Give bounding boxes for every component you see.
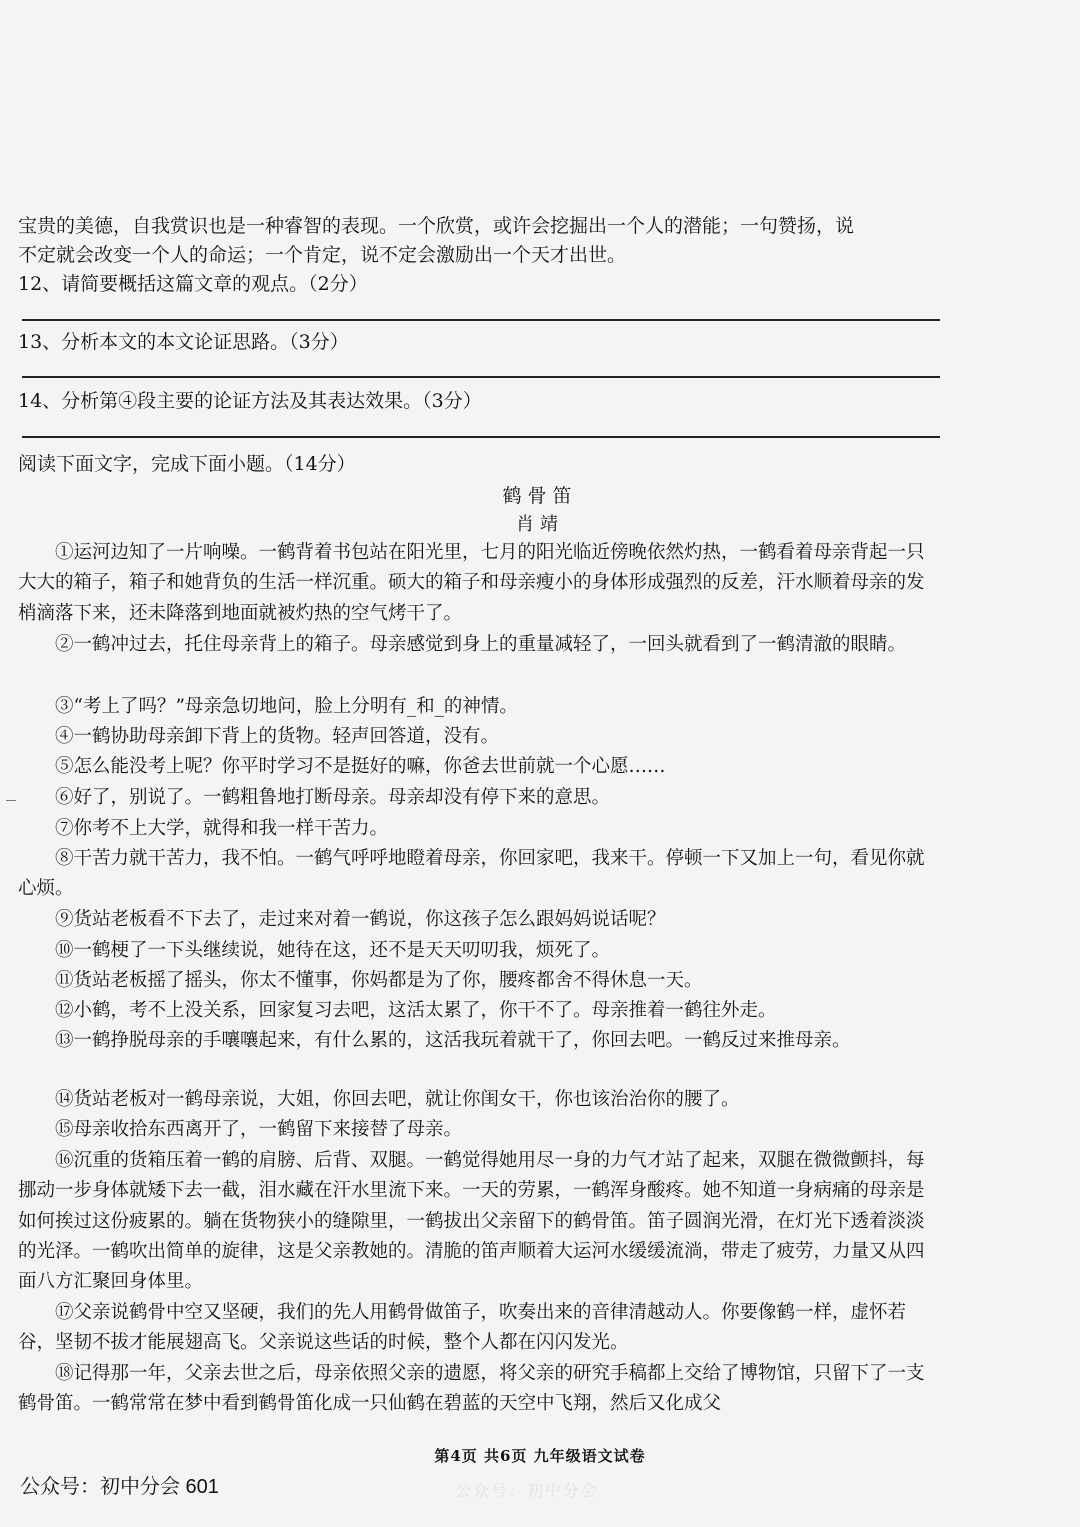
story-title: 鹤骨笛 [502, 485, 578, 507]
answer-line-14 [22, 436, 940, 438]
story-paragraph-8: ⑧干苦力就干苦力，我不怕。一鹤气呼呼地瞪着母亲，你回家吧，我来干。停顿一下又加上一句，看见你就心烦。 [18, 848, 925, 900]
story-paragraph-15: ⑮母亲收拾东西离开了，一鹤留下来接替了母亲。 [55, 1119, 463, 1140]
story-paragraph-16: ⑯沉重的货箱压着一鹤的肩膀、后背、双腿。一鹤觉得她用尽一身的力气才站了起来，双腿在微微颤抖，每挪动一步身体就矮下去一截，泪水藏在汗水里流下来。一天的劳累，一鹤浑身酸疼。她不知道一身病痛的母亲是如何挨过这份疲累的。躺在货物狭小的缝隙里，一鹤拔出父亲留下的鹤骨笛。笛子圆润光滑，在灯光下透着淡淡的光泽。一鹤吹出简单的旋律，这是父亲教她的。清脆的笛声顺着大运河水缓缓流淌，带走了疲劳，力量又从四面八方汇聚回身体里。 [18, 1150, 925, 1293]
story-paragraph-9: ⑨货站老板看不下去了，走过来对着一鹤说，你这孩子怎么跟妈妈说话呢？ [55, 909, 666, 930]
story-paragraph-18: ⑱记得那一年，父亲去世之后，母亲依照父亲的遗愿，将父亲的研究手稿都上交给了博物馆，只留下了一支鹤骨笛。一鹤常常在梦中看到鹤骨笛化成一只仙鹤在碧蓝的天空中飞翔，然后又化成父 [18, 1363, 925, 1415]
story-paragraph-5: ⑤怎么能没考上呢？你平时学习不是挺好的嘛，你爸去世前就一个心愿…… [55, 756, 666, 777]
continued-text-line-2: 不定就会改变一个人的命运；一个肯定，说不定会激励出一个天才出世。 [18, 244, 627, 266]
reading-intro: 阅读下面文字，完成下面小题。（14分） [18, 453, 356, 475]
story-paragraph-13: ⑬一鹤挣脱母亲的手嚷嚷起来，有什么累的，这活我玩着就干了，你回去吧。一鹤反过来推母亲。 [55, 1030, 851, 1051]
question-12: 12、请简要概括这篇文章的观点。（2分） [18, 273, 368, 295]
story-paragraph-7: ⑦你考不上大学，就得和我一样干苦力。 [55, 818, 389, 839]
story-author: 肖靖 [516, 514, 564, 535]
story-paragraph-14: ⑭货站老板对一鹤母亲说，大姐，你回去吧，就让你闺女干，你也该治治你的腰了。 [55, 1089, 740, 1110]
margin-mark [6, 800, 16, 801]
question-13: 13、分析本文的本文论证思路。（3分） [18, 331, 349, 353]
account-watermark: 公众号：初中分会 601 [20, 1476, 219, 1498]
story-paragraph-3: ③“考上了吗？”母亲急切地问，脸上分明有_和_的神情。 [55, 696, 518, 717]
story-paragraph-4: ④一鹤协助母亲卸下背上的货物。轻声回答道，没有。 [55, 726, 500, 747]
story-paragraph-1: ①运河边知了一片响噪。一鹤背着书包站在阳光里，七月的阳光临近傍晚依然灼热，一鹤看着母亲背起一只大大的箱子，箱子和她背负的生活一样沉重。硕大的箱子和母亲瘦小的身体形成强烈的反差，汗水顺着母亲的发梢滴落下来，还未降落到地面就被灼热的空气烤干了。 [18, 542, 925, 624]
story-paragraph-17: ⑰父亲说鹤骨中空又坚硬，我们的先人用鹤骨做笛子，吹奏出来的音律清越动人。你要像鹤一样，虚怀若谷，坚韧不拔才能展翅高飞。父亲说这些话的时候，整个人都在闪闪发光。 [18, 1302, 907, 1354]
story-paragraph-10: ⑩一鹤梗了一下头继续说，她待在这，还不是天天叨叨我，烦死了。 [55, 940, 611, 961]
faint-watermark: 公众号：初中分会 [455, 1481, 600, 1500]
story-paragraph-2: ②一鹤冲过去，托住母亲背上的箱子。母亲感觉到身上的重量减轻了，一回头就看到了一鹤清澈的眼睛。 [55, 634, 907, 655]
answer-line-13 [22, 376, 940, 378]
question-14: 14、分析第④段主要的论证方法及其表达效果。（3分） [18, 390, 482, 412]
story-paragraph-11: ⑪货站老板摇了摇头，你太不懂事，你妈都是为了你，腰疼都舍不得休息一天。 [55, 970, 703, 991]
story-paragraph-6: ⑥好了，别说了。一鹤粗鲁地打断母亲。母亲却没有停下来的意思。 [55, 787, 611, 808]
page-footer: 第4页 共6页 九年级语文试卷 [434, 1447, 646, 1465]
answer-line-12 [22, 319, 940, 321]
continued-text-line-1: 宝贵的美德，自我赏识也是一种睿智的表现。一个欣赏，或许会挖掘出一个人的潜能；一句赞扬，说 [18, 215, 855, 237]
story-paragraph-12: ⑫小鹤，考不上没关系，回家复习去吧，这活太累了，你干不了。母亲推着一鹤往外走。 [55, 1000, 777, 1021]
